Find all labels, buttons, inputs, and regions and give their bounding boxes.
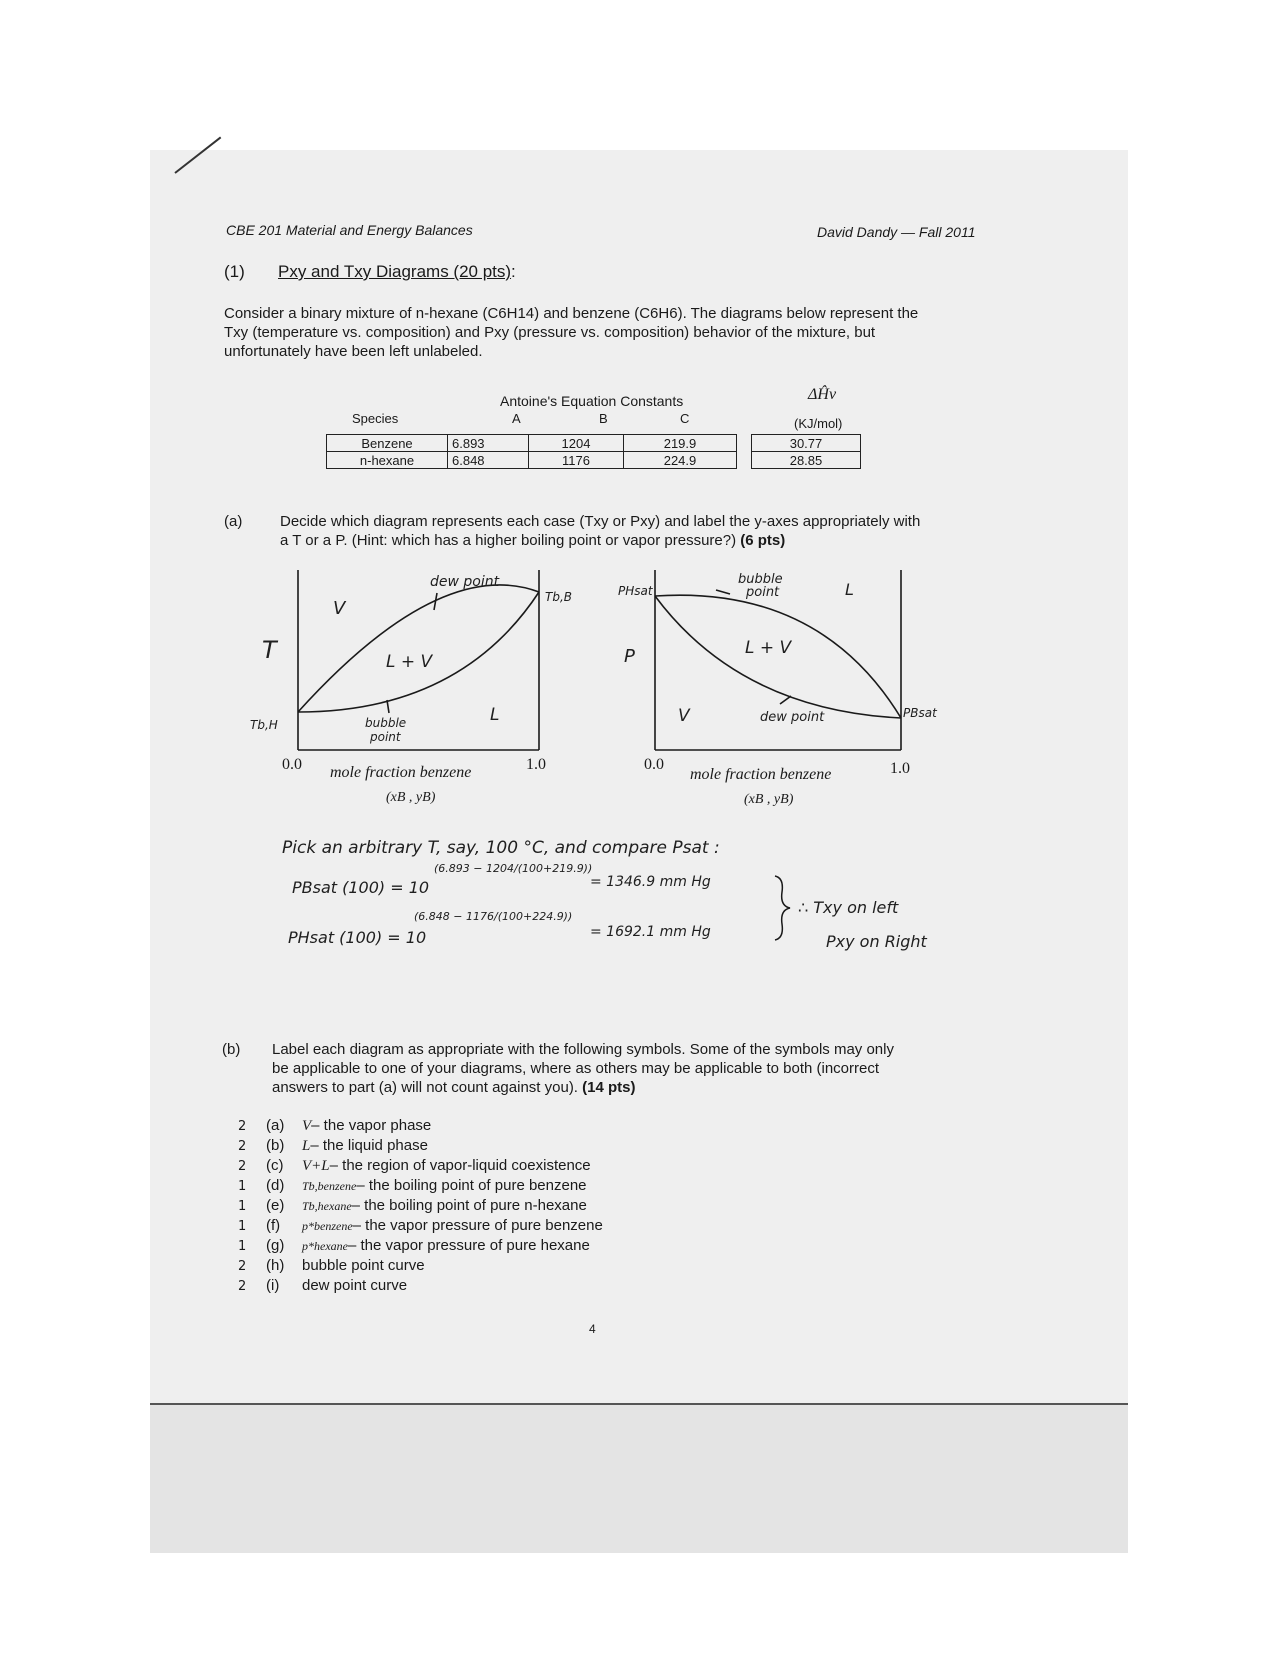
txy-x-vars: (xB , yB) bbox=[386, 790, 436, 805]
item-symbol: V+L bbox=[302, 1158, 330, 1174]
table-caption: Antoine's Equation Constants bbox=[500, 393, 684, 409]
part-b-line: answers to part (a) will not count against you). bbox=[272, 1079, 578, 1096]
item-symbol: V bbox=[302, 1118, 312, 1134]
dh-cell: 30.77 bbox=[752, 435, 861, 452]
question-number: (1) bbox=[224, 262, 245, 281]
score-mark: 2 bbox=[238, 1139, 247, 1154]
ph-result: = 1692.1 mm Hg bbox=[590, 924, 711, 940]
pxy-point-label: point bbox=[746, 585, 780, 600]
txy-x-max: 1.0 bbox=[526, 756, 546, 773]
a-cell: 6.848 bbox=[448, 452, 529, 469]
list-item bbox=[238, 1176, 587, 1196]
part-b-points: (14 pts) bbox=[582, 1079, 636, 1096]
pxy-right-axis-label: PBsat bbox=[903, 706, 937, 720]
pxy-vapor-region: V bbox=[678, 706, 690, 726]
header-c: C bbox=[680, 411, 690, 426]
b-cell: 1176 bbox=[529, 452, 624, 469]
list-item bbox=[238, 1116, 431, 1136]
item-symbol: p*hexane bbox=[302, 1239, 348, 1253]
item-text: – the vapor pressure of pure hexane bbox=[347, 1237, 590, 1254]
txy-y-label: T bbox=[262, 636, 277, 664]
item-label: (i) bbox=[266, 1277, 280, 1294]
question-title-text: Pxy and Txy Diagrams (20 pts) bbox=[278, 262, 512, 281]
part-b-line: be applicable to one of your diagrams, where as others may be applicable to both (incorrect bbox=[272, 1060, 880, 1077]
c-cell: 219.9 bbox=[624, 435, 737, 452]
score-mark: 2 bbox=[238, 1159, 247, 1174]
header-b: B bbox=[599, 411, 608, 426]
list-item bbox=[238, 1256, 425, 1276]
header-a: A bbox=[512, 411, 521, 426]
item-text: bubble point curve bbox=[302, 1257, 425, 1274]
pxy-x-vars: (xB , yB) bbox=[744, 792, 794, 807]
page-number: 4 bbox=[589, 1322, 596, 1336]
part-a-points: (6 pts) bbox=[740, 532, 786, 549]
list-item bbox=[238, 1236, 590, 1256]
item-symbol: p*benzene bbox=[302, 1219, 353, 1233]
brace-mark bbox=[775, 876, 790, 940]
item-symbol: Tb,hexane bbox=[302, 1199, 352, 1213]
pb-exponent: (6.893 − 1204/(100+219.9)) bbox=[434, 862, 593, 875]
pxy-two-phase-region: L + V bbox=[745, 638, 792, 658]
enthalpy-unit: (KJ/mol) bbox=[794, 416, 843, 431]
score-mark: 1 bbox=[238, 1179, 247, 1194]
brace bbox=[775, 876, 790, 940]
bubble-arrow bbox=[387, 700, 389, 713]
pxy-liquid-region: L bbox=[845, 580, 854, 599]
work-intro: Pick an arbitrary T, say, 100 °C, and compare Psat : bbox=[282, 838, 720, 858]
c-cell: 224.9 bbox=[624, 452, 737, 469]
intro-line: Consider a binary mixture of n-hexane (C6H14) and benzene (C6H6). The diagrams below represent the bbox=[224, 305, 919, 322]
ph-lhs: PHsat (100) = 10 bbox=[288, 928, 427, 947]
item-text: – the vapor pressure of pure benzene bbox=[352, 1217, 603, 1234]
item-text: – the liquid phase bbox=[310, 1137, 428, 1154]
score-mark: 1 bbox=[238, 1199, 247, 1214]
list-item bbox=[238, 1216, 603, 1236]
pxy-dew-point-label: dew point bbox=[760, 710, 825, 725]
conclusion-pxy: Pxy on Right bbox=[826, 932, 927, 951]
item-label: (d) bbox=[266, 1177, 285, 1194]
part-b-label: (b) bbox=[222, 1041, 241, 1058]
score-mark: 2 bbox=[238, 1279, 247, 1294]
txy-dew-point-label: dew point bbox=[430, 574, 500, 590]
pxy-x-max: 1.0 bbox=[890, 760, 910, 777]
instructor-term: David Dandy — Fall 2011 bbox=[817, 224, 976, 240]
pxy-bubble-label: bubble bbox=[738, 572, 783, 587]
pb-result: = 1346.9 mm Hg bbox=[590, 874, 711, 890]
score-mark: 2 bbox=[238, 1119, 247, 1134]
txy-vapor-region: V bbox=[333, 598, 346, 619]
txy-x-min: 0.0 bbox=[282, 756, 302, 773]
item-text: – the region of vapor-liquid coexistence bbox=[329, 1157, 591, 1174]
intro-line: Txy (temperature vs. composition) and Pxy (pressure vs. composition) behavior of the mixture, but bbox=[224, 324, 876, 341]
part-b-line: Label each diagram as appropriate with the following symbols. Some of the symbols may only bbox=[272, 1041, 894, 1058]
bubble-arrow bbox=[716, 590, 730, 594]
txy-liquid-region: L bbox=[490, 705, 500, 725]
score-mark: 2 bbox=[238, 1259, 247, 1274]
part-a-line: Decide which diagram represents each case (Txy or Pxy) and label the y-axes appropriately with bbox=[280, 513, 921, 530]
item-text: – the boiling point of pure n-hexane bbox=[351, 1197, 587, 1214]
item-label: (b) bbox=[266, 1137, 285, 1154]
b-cell: 1204 bbox=[529, 435, 624, 452]
species-cell: n-hexane bbox=[327, 452, 448, 469]
conclusion-txy: ∴ Txy on left bbox=[798, 898, 899, 917]
score-mark: 1 bbox=[238, 1239, 247, 1254]
ph-exponent: (6.848 − 1176/(100+224.9)) bbox=[414, 910, 573, 923]
txy-x-title: mole fraction benzene bbox=[330, 764, 472, 781]
txy-left-axis-label: Tb,H bbox=[250, 718, 278, 732]
item-text: dew point curve bbox=[302, 1277, 408, 1294]
species-cell: Benzene bbox=[327, 435, 448, 452]
item-symbol: L bbox=[302, 1138, 311, 1154]
pxy-y-label: P bbox=[624, 646, 635, 667]
item-text: – the vapor phase bbox=[311, 1117, 432, 1134]
item-symbol: Tb,benzene bbox=[302, 1179, 357, 1193]
dh-cell: 28.85 bbox=[752, 452, 861, 469]
txy-bubble-label: bubble bbox=[365, 716, 407, 730]
item-text: – the boiling point of pure benzene bbox=[356, 1177, 587, 1194]
course-title: CBE 201 Material and Energy Balances bbox=[226, 222, 473, 238]
enthalpy-symbol: ΔĤv bbox=[808, 386, 837, 403]
item-label: (g) bbox=[266, 1237, 285, 1254]
txy-two-phase-region: L + V bbox=[386, 652, 433, 672]
txy-point-label: point bbox=[370, 730, 401, 744]
list-item bbox=[238, 1276, 407, 1296]
list-item bbox=[238, 1196, 587, 1216]
pxy-x-title: mole fraction benzene bbox=[690, 766, 832, 783]
list-item bbox=[238, 1136, 428, 1156]
item-label: (e) bbox=[266, 1197, 285, 1214]
item-label: (f) bbox=[266, 1217, 281, 1234]
list-item bbox=[238, 1156, 591, 1176]
item-label: (c) bbox=[266, 1157, 284, 1174]
pxy-left-axis-label: PHsat bbox=[618, 584, 653, 598]
txy-right-axis-label: Tb,B bbox=[545, 590, 572, 604]
item-label: (h) bbox=[266, 1257, 285, 1274]
question-title-suffix: : bbox=[511, 262, 516, 281]
part-a-line: a T or a P. (Hint: which has a higher boiling point or vapor pressure?) bbox=[280, 532, 737, 549]
dew-arrow bbox=[780, 696, 791, 704]
header-species: Species bbox=[352, 411, 399, 426]
item-label: (a) bbox=[266, 1117, 285, 1134]
a-cell: 6.893 bbox=[448, 435, 529, 452]
score-mark: 1 bbox=[238, 1219, 247, 1234]
part-b-text bbox=[272, 1040, 988, 1097]
intro-line: unfortunately have been left unlabeled. bbox=[224, 343, 483, 360]
pxy-x-min: 0.0 bbox=[644, 756, 664, 773]
pb-lhs: PBsat (100) = 10 bbox=[292, 878, 430, 897]
part-a-label: (a) bbox=[224, 513, 243, 530]
